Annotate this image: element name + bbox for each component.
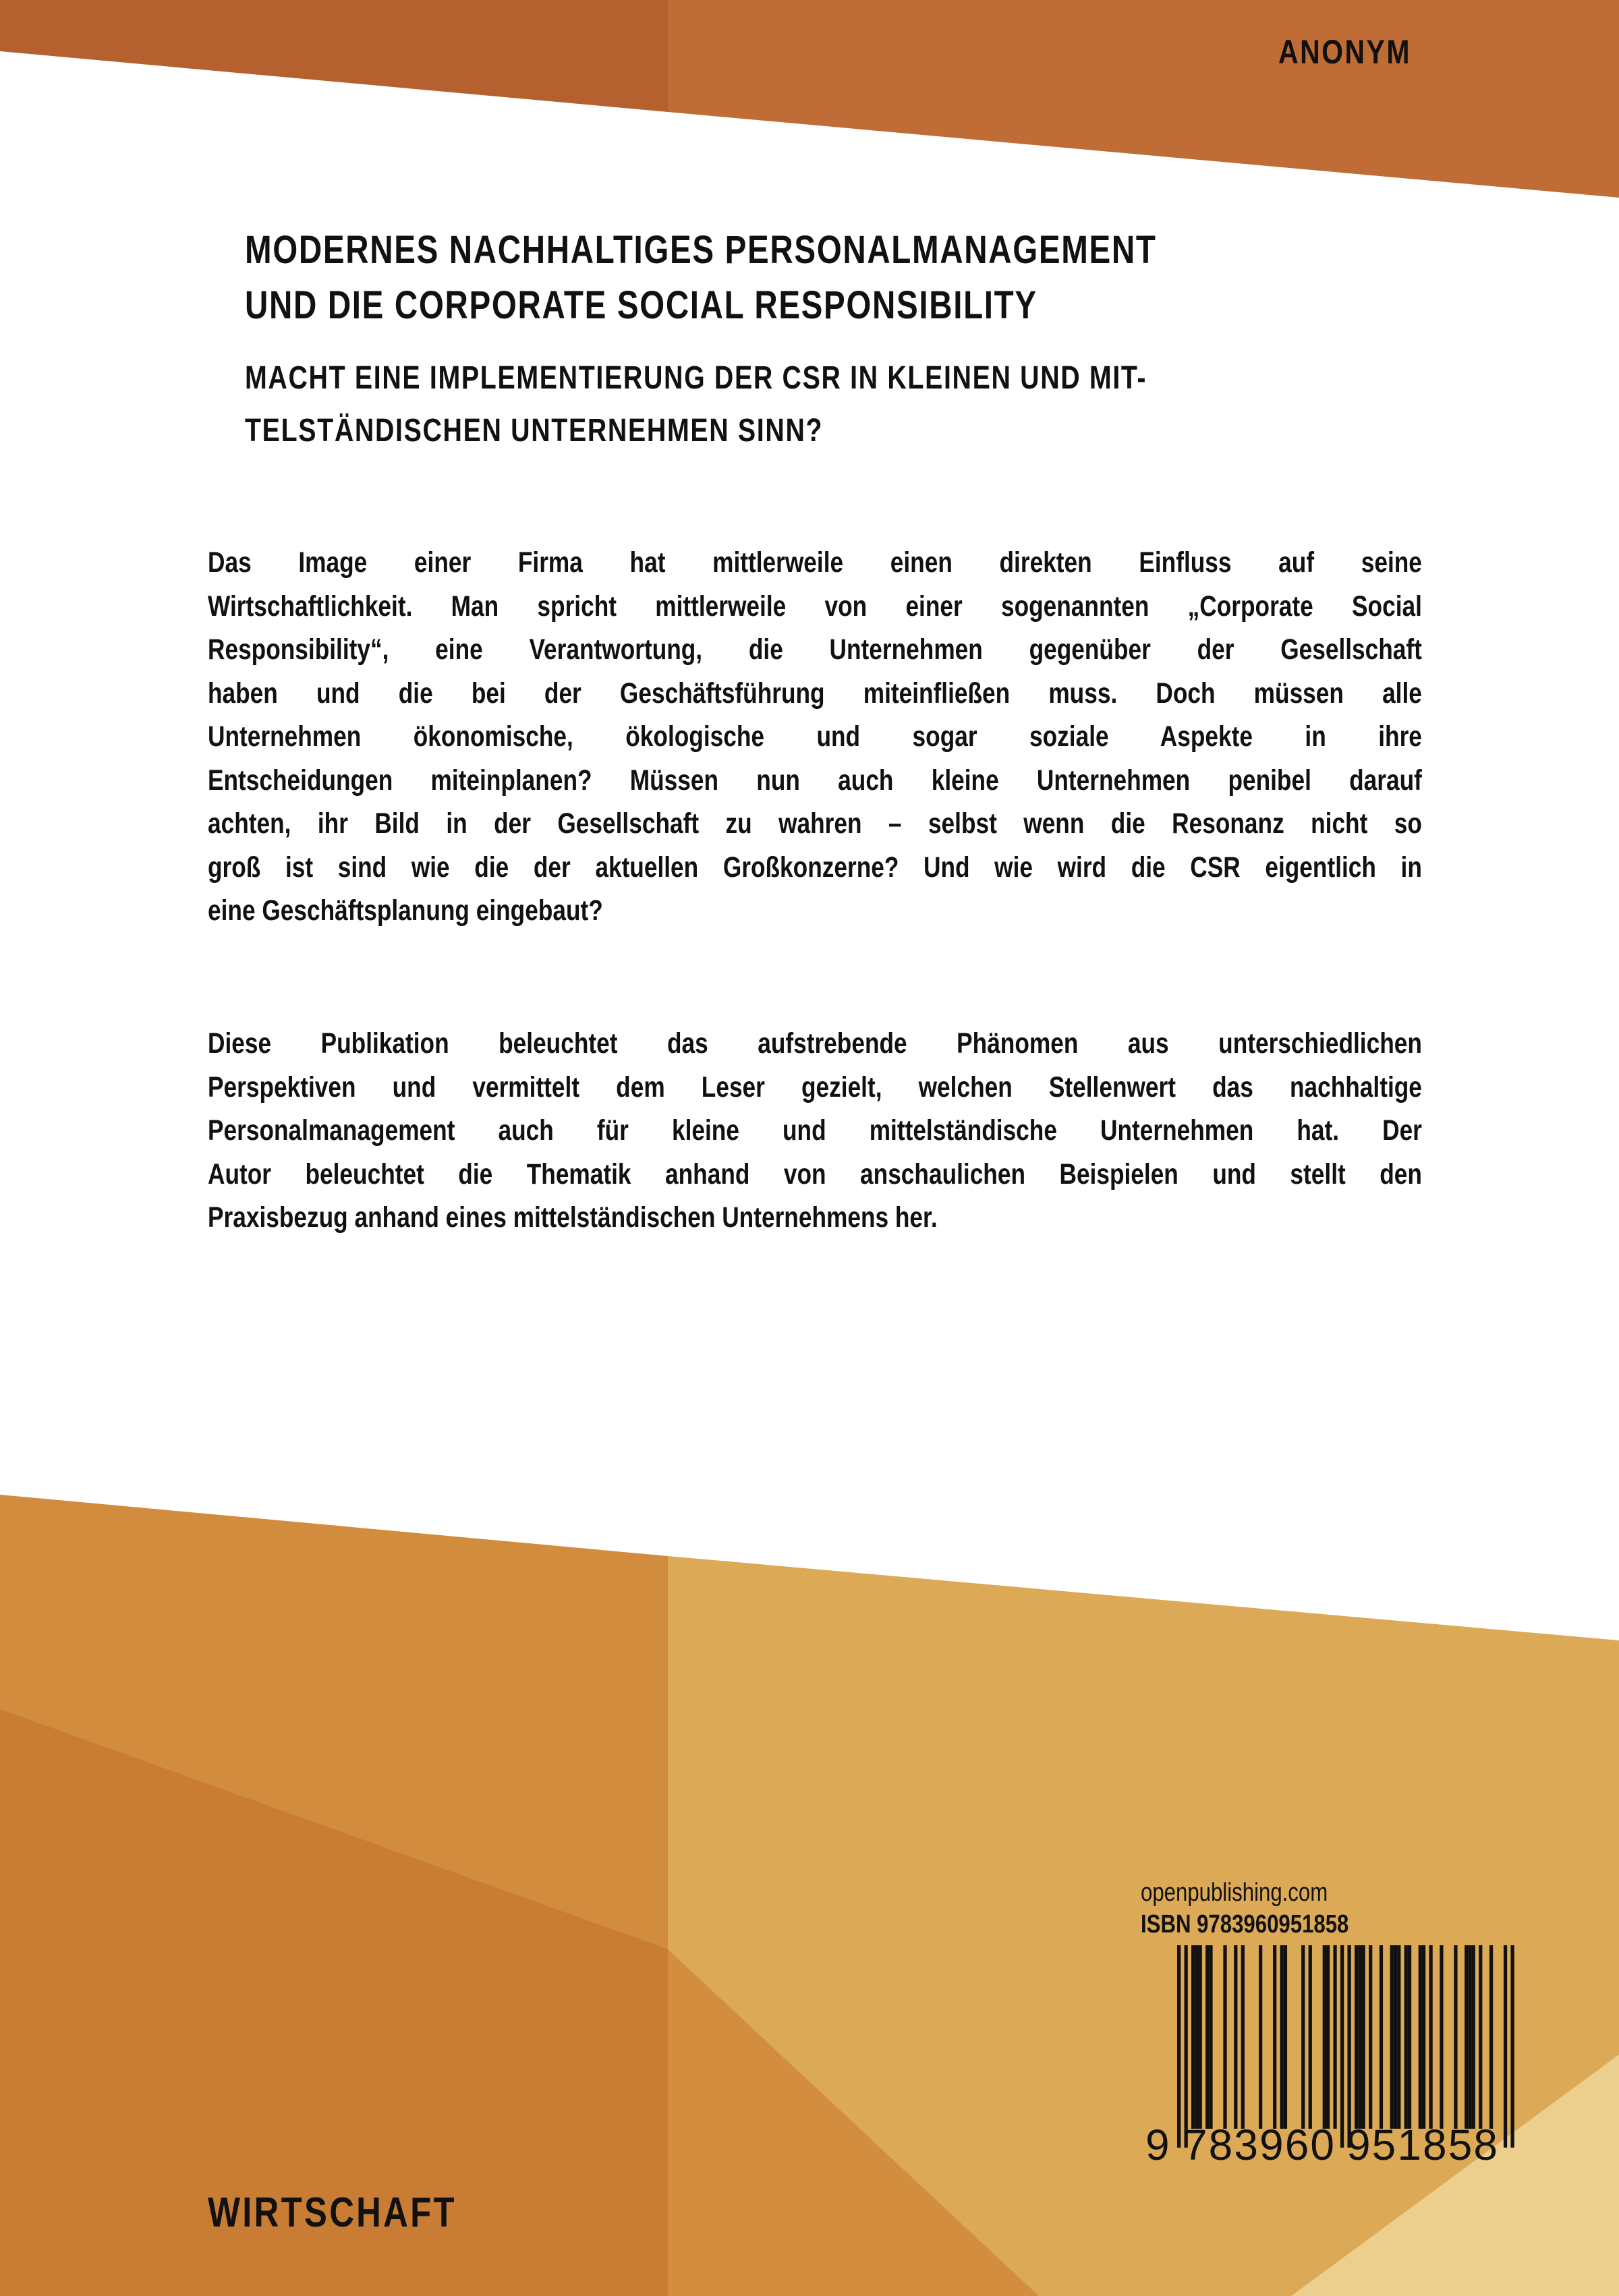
barcode-bar <box>1209 1945 1212 2129</box>
text-line: Unternehmen ökonomische, ökologische und sogar soziale Aspekte in ihre <box>208 720 1422 753</box>
barcode-bar <box>1489 1945 1493 2129</box>
text-line: Personalmanagement auch für kleine und mittelständische Unternehmen hat. Der <box>208 1114 1422 1147</box>
barcode-bar <box>1404 1945 1408 2129</box>
blurb-paragraph-1 <box>208 541 1422 933</box>
barcode-bar <box>1185 1945 1188 2148</box>
barcode-bar <box>1347 1945 1351 2148</box>
barcode-bar <box>1465 1945 1468 2129</box>
text-line: Perspektiven und vermittelt dem Leser gezielt, welchen Stellenwert das nachhaltige <box>208 1070 1422 1103</box>
blurb-paragraph-2 <box>208 1022 1422 1240</box>
text-line: Das Image einer Firma hat mittlerweile einen direkten Einfluss auf seine <box>208 546 1422 579</box>
barcode-bar <box>1440 1945 1443 2129</box>
barcode-bar <box>1422 1945 1425 2129</box>
barcode-bar <box>1340 1945 1344 2148</box>
publisher-url: openpublishing.com <box>1141 1878 1328 1907</box>
barcode-bar <box>1468 1945 1471 2129</box>
isbn-label: ISBN 9783960951858 <box>1141 1910 1349 1939</box>
subtitle-line: MACHT EINE IMPLEMENTIERUNG DER CSR IN KLEINEN UND MIT- <box>245 360 1147 396</box>
barcode-bar <box>1259 1945 1262 2129</box>
text-line: eine Geschäftsplanung eingebaut? <box>208 894 603 927</box>
title-line: UND DIE CORPORATE SOCIAL RESPONSIBILITY <box>245 283 1038 327</box>
barcode-bar <box>1454 1945 1457 2129</box>
barcode-bar <box>1326 1945 1330 2129</box>
barcode-bar <box>1191 1945 1195 2129</box>
text-line: Autor beleuchtet die Thematik anhand von anschaulichen Beispielen und stellt den <box>208 1157 1422 1190</box>
barcode-bar <box>1205 1945 1209 2129</box>
book-subtitle <box>245 352 1147 457</box>
text-line: Entscheidungen miteinplanen? Müssen nun auch kleine Unternehmen penibel darauf <box>208 764 1422 797</box>
barcode-digits-left: 783960 <box>1183 2121 1334 2165</box>
text-line: Wirtschaftlichkeit. Man spricht mittlerweile von einer sogenannten „Corporate Social <box>208 590 1422 623</box>
text-line: Diese Publikation beleuchtet das aufstrebende Phänomen aus unterschiedlichen <box>208 1027 1422 1060</box>
barcode-bar <box>1284 1945 1287 2129</box>
barcode-bar <box>1394 1945 1397 2129</box>
barcode-bar <box>1241 1945 1245 2129</box>
barcode-digit-first: 9 <box>1145 2121 1170 2165</box>
text-line: haben und die bei der Geschäftsführung miteinfließen muss. Doch müssen alle <box>208 677 1422 710</box>
category-label: WIRTSCHAFT <box>208 2189 457 2236</box>
barcode-bar <box>1280 1945 1284 2129</box>
barcode-bar <box>1333 1945 1336 2129</box>
top-band-left <box>0 0 668 112</box>
barcode-bar <box>1397 1945 1400 2129</box>
text-line: Responsibility“, eine Verantwortung, die Unternehmen gegenüber der Gesellschaft <box>208 633 1422 666</box>
barcode-bar <box>1199 1945 1202 2129</box>
barcode-bar <box>1369 1945 1372 2129</box>
book-title <box>245 223 1157 333</box>
barcode-bar <box>1309 1945 1312 2129</box>
barcode-bar <box>1479 1945 1482 2129</box>
text-line: Praxisbezug anhand eines mittelständischen Unternehmens her. <box>208 1201 938 1234</box>
barcode-digits-right: 951858 <box>1346 2121 1498 2165</box>
barcode-bar <box>1358 1945 1361 2129</box>
text-line: groß ist sind wie die der aktuellen Großkonzerne? Und wie wird die CSR eigentlich in <box>208 851 1422 884</box>
barcode-bar <box>1472 1945 1475 2129</box>
barcode-bar <box>1355 1945 1358 2129</box>
barcode-bar <box>1419 1945 1422 2129</box>
barcode-bar <box>1429 1945 1432 2129</box>
barcode-bar <box>1323 1945 1326 2129</box>
title-line: MODERNES NACHHALTIGES PERSONALMANAGEMENT <box>245 228 1157 272</box>
top-band-right <box>668 0 1619 198</box>
barcode-bar <box>1380 1945 1383 2129</box>
barcode-bar <box>1273 1945 1276 2129</box>
author-name: ANONYM <box>1278 33 1411 71</box>
barcode-bar <box>1177 1945 1181 2148</box>
barcode-bar <box>1510 1945 1514 2148</box>
barcode-bar <box>1408 1945 1411 2129</box>
barcode-bar <box>1390 1945 1394 2129</box>
barcode-bar <box>1195 1945 1198 2129</box>
isbn-barcode <box>1140 1943 1531 2165</box>
barcode-bar <box>1223 1945 1226 2129</box>
subtitle-line: TELSTÄNDISCHEN UNTERNEHMEN SINN? <box>245 413 824 449</box>
barcode-bar <box>1301 1945 1305 2129</box>
text-line: achten, ihr Bild in der Gesellschaft zu wahren – selbst wenn die Resonanz nicht so <box>208 807 1422 840</box>
barcode-bar <box>1362 1945 1365 2129</box>
barcode-bar <box>1504 1945 1507 2148</box>
barcode-bar <box>1234 1945 1237 2129</box>
